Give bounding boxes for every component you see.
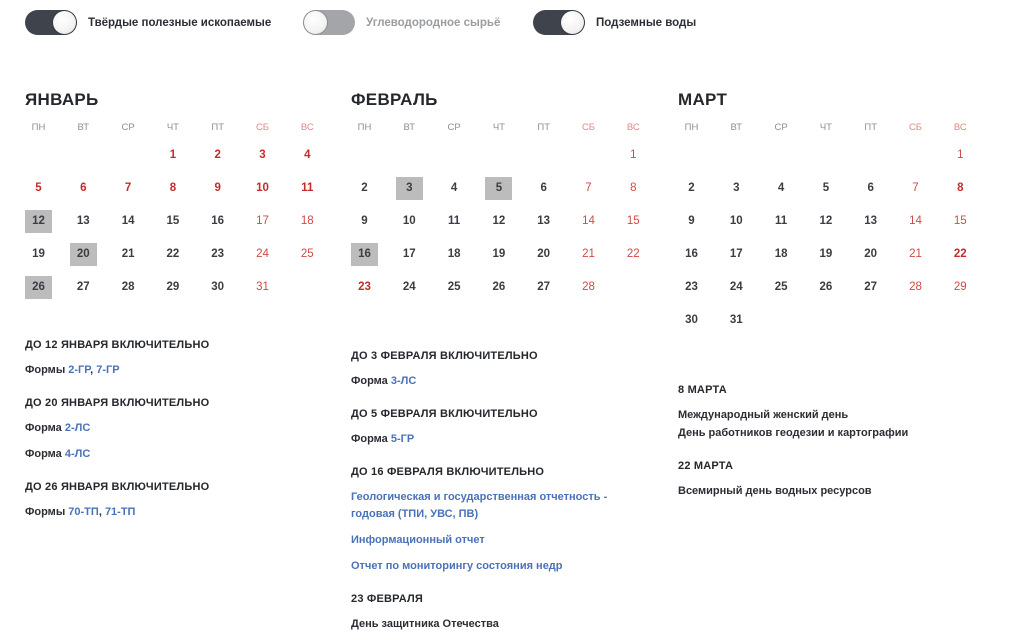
weekday-header: ПН [31, 122, 46, 133]
calendar-day[interactable]: 21 [121, 248, 135, 260]
toggle-switch[interactable] [303, 10, 355, 35]
form-link[interactable]: 2-ЛС [64, 422, 91, 434]
toggle-label: Подземные воды [596, 16, 697, 29]
month-february [351, 88, 666, 293]
calendar-day[interactable]: 25 [774, 281, 788, 293]
calendar-day[interactable]: 9 [214, 182, 221, 194]
calendar-day[interactable]: 25 [447, 281, 461, 293]
calendar-day[interactable]: 30 [211, 281, 225, 293]
calendar-day[interactable]: 20 [70, 243, 97, 266]
calendar-day[interactable]: 7 [585, 182, 592, 194]
calendar-day[interactable]: 3 [396, 177, 423, 200]
calendar-day[interactable]: 10 [729, 215, 743, 227]
calendar-day[interactable]: 22 [166, 248, 180, 260]
note-forms-line: Форма 4-ЛС [25, 448, 91, 460]
calendar-day[interactable]: 3 [259, 149, 266, 161]
weekday-header: ПТ [211, 122, 224, 133]
toggle-label: Твёрдые полезные ископаемые [88, 16, 272, 29]
calendar-day[interactable]: 27 [864, 281, 878, 293]
toggle-switch[interactable] [533, 10, 585, 35]
weekday-header: ПН [357, 122, 372, 133]
weekday-header: СР [121, 122, 135, 133]
calendar-day[interactable]: 17 [256, 215, 269, 227]
note-forms-line [351, 532, 636, 549]
weekday-header: ВС [953, 122, 967, 133]
calendar-day[interactable]: 14 [909, 215, 922, 227]
calendar-day[interactable]: 24 [402, 281, 416, 293]
toggle-knob [561, 11, 584, 34]
calendar-day[interactable]: 1 [169, 149, 177, 161]
calendar-day[interactable]: 16 [211, 215, 225, 227]
note-text: Всемирный день водных ресурсов [678, 485, 872, 497]
calendar-day[interactable]: 15 [166, 215, 180, 227]
calendar-day[interactable]: 29 [166, 281, 180, 293]
calendar-day[interactable]: 22 [626, 248, 640, 260]
note-forms-line: Форма 2-ЛС [25, 422, 91, 434]
calendar-day[interactable]: 4 [777, 182, 785, 194]
calendar-day[interactable]: 10 [402, 215, 416, 227]
note-forms-line: Формы 2-ГР, 7-ГР [25, 364, 120, 376]
calendar-day[interactable]: 23 [211, 248, 225, 260]
weekday-header: СБ [581, 122, 596, 133]
weekday-header: ПТ [864, 122, 877, 133]
calendar-day[interactable]: 7 [912, 182, 919, 194]
calendar-day[interactable]: 1 [630, 149, 637, 161]
toggle-hydrocarbons[interactable] [303, 9, 500, 36]
form-link[interactable]: 3-ЛС [390, 375, 417, 387]
form-link[interactable]: 71-ТП [104, 506, 136, 518]
toggle-groundwater[interactable] [533, 9, 696, 36]
calendar-day[interactable]: 31 [256, 281, 269, 293]
weekday-header: ВС [626, 122, 640, 133]
calendar-day[interactable]: 23 [685, 281, 698, 293]
calendar-day[interactable]: 19 [492, 248, 506, 260]
toggle-label: Углеводородное сырьё [366, 16, 501, 29]
calendar-day[interactable]: 15 [626, 215, 640, 227]
calendar-day[interactable]: 18 [300, 215, 314, 227]
note-heading: ДО 26 ЯНВАРЯ ВКЛЮЧИТЕЛЬНО [25, 481, 210, 493]
weekday-header: ВТ [403, 122, 416, 133]
calendar-day[interactable]: 13 [537, 215, 551, 227]
calendar-day[interactable]: 1 [957, 149, 964, 161]
note-heading: ДО 16 ФЕВРАЛЯ ВКЛЮЧИТЕЛЬНО [351, 466, 545, 478]
form-link[interactable]: Отчет по мониторингу состояния недр [351, 560, 563, 572]
weekday-header: ВТ [77, 122, 90, 133]
calendar-day[interactable]: 20 [864, 248, 878, 260]
note-text: День защитника Отечества [351, 618, 499, 630]
calendar-day[interactable]: 21 [582, 248, 595, 260]
month-title: МАРТ [678, 90, 728, 109]
calendar-day[interactable]: 15 [953, 215, 967, 227]
calendar-day[interactable]: 27 [76, 281, 90, 293]
weekday-header: ПН [684, 122, 699, 133]
note-heading: ДО 5 ФЕВРАЛЯ ВКЛЮЧИТЕЛЬНО [351, 408, 538, 420]
calendar-day[interactable]: 4 [304, 149, 311, 161]
calendar-day[interactable]: 26 [25, 276, 52, 299]
month-title: ФЕВРАЛЬ [351, 90, 438, 109]
form-link[interactable]: 4-ЛС [64, 448, 91, 460]
note-heading: 8 МАРТА [678, 384, 727, 396]
calendar-day[interactable]: 5 [485, 177, 512, 200]
note-forms-line [351, 558, 636, 575]
calendar-day[interactable]: 31 [729, 314, 743, 326]
toggle-solid-minerals[interactable] [25, 9, 271, 36]
calendar-day[interactable]: 10 [256, 182, 269, 194]
calendar-day[interactable]: 27 [537, 281, 551, 293]
calendar-day[interactable]: 13 [76, 215, 90, 227]
calendar-day[interactable]: 18 [774, 248, 788, 260]
calendar-day[interactable]: 16 [351, 243, 378, 266]
calendar-day[interactable]: 22 [953, 248, 967, 260]
weekday-header: ВС [300, 122, 314, 133]
calendar-day[interactable]: 6 [80, 182, 87, 194]
note-forms-line: Форма 3-ЛС [351, 375, 417, 387]
form-link[interactable]: Геологическая и государственная отчетность - годовая (ТПИ, УВС, ПВ) [351, 491, 608, 520]
calendar-day[interactable]: 28 [121, 281, 135, 293]
weekday-header: СБ [255, 122, 270, 133]
note-heading: ДО 12 ЯНВАРЯ ВКЛЮЧИТЕЛЬНО [25, 339, 210, 351]
calendar-day[interactable]: 2 [361, 182, 368, 194]
note-text: Международный женский день [678, 409, 849, 421]
calendar-day[interactable]: 24 [729, 281, 743, 293]
calendar-day[interactable]: 23 [358, 281, 371, 293]
calendar-day[interactable]: 17 [729, 248, 743, 260]
month-march [678, 88, 993, 326]
calendar-day[interactable]: 3 [733, 182, 740, 194]
form-link[interactable]: 70-ТП [68, 506, 99, 518]
calendar-day[interactable]: 14 [121, 215, 135, 227]
calendar-day[interactable]: 19 [819, 248, 833, 260]
weekday-header: СБ [908, 122, 923, 133]
calendar-day[interactable]: 12 [819, 215, 833, 227]
calendar-day[interactable]: 18 [447, 248, 461, 260]
form-link[interactable]: 2-ГР [68, 364, 91, 376]
calendar-day[interactable]: 21 [909, 248, 922, 260]
calendar-day[interactable]: 6 [540, 182, 547, 194]
calendar-day[interactable]: 29 [953, 281, 967, 293]
calendar-day[interactable]: 20 [537, 248, 551, 260]
weekday-header: ПТ [537, 122, 550, 133]
calendar-day[interactable]: 5 [822, 182, 830, 194]
weekday-header: ЧТ [166, 122, 179, 133]
calendar-day[interactable]: 24 [256, 248, 269, 260]
calendar-day[interactable]: 9 [688, 215, 695, 227]
calendar-day[interactable]: 19 [32, 248, 45, 260]
weekday-header: ЧТ [492, 122, 505, 133]
weekday-header: СР [774, 122, 788, 133]
toggle-switch[interactable] [25, 10, 77, 35]
month-title: ЯНВАРЬ [25, 90, 99, 109]
note-heading: 23 ФЕВРАЛЯ [351, 593, 424, 605]
calendar-day[interactable]: 11 [448, 215, 461, 227]
calendar-day[interactable]: 6 [867, 182, 874, 194]
note-forms-line: Форма 5-ГР [351, 433, 415, 445]
note-heading: ДО 20 ЯНВАРЯ ВКЛЮЧИТЕЛЬНО [25, 397, 210, 409]
note-text: День работников геодезии и картографии [678, 427, 909, 439]
calendar-day[interactable]: 7 [124, 182, 132, 194]
calendar-day[interactable]: 13 [864, 215, 878, 227]
calendar-day[interactable]: 8 [169, 182, 177, 194]
calendar-day[interactable]: 28 [909, 281, 922, 293]
note-forms-line: Формы 70-ТП, 71-ТП [25, 506, 136, 518]
weekday-header: ЧТ [819, 122, 832, 133]
calendar-day[interactable]: 16 [685, 248, 698, 260]
toggle-knob [304, 11, 327, 34]
form-link[interactable]: 7-ГР [96, 364, 120, 376]
calendar-day[interactable]: 5 [35, 182, 42, 194]
toggle-knob [53, 11, 76, 34]
calendar-day[interactable]: 9 [361, 215, 368, 227]
month-january [25, 88, 340, 293]
calendar-day[interactable]: 8 [630, 182, 637, 194]
calendar-day[interactable]: 2 [214, 149, 221, 161]
note-heading: 22 МАРТА [678, 460, 734, 472]
note-heading: ДО 3 ФЕВРАЛЯ ВКЛЮЧИТЕЛЬНО [351, 350, 538, 362]
calendar-day[interactable]: 26 [492, 281, 506, 293]
calendar-day[interactable]: 26 [819, 281, 833, 293]
calendar-day[interactable]: 8 [957, 182, 964, 194]
calendar-day[interactable]: 11 [301, 182, 314, 194]
calendar-day[interactable]: 30 [685, 314, 698, 326]
calendar-day[interactable]: 11 [775, 215, 788, 227]
calendar-day[interactable]: 25 [300, 248, 314, 260]
calendar-day[interactable]: 12 [25, 210, 52, 233]
form-link[interactable]: Информационный отчет [351, 534, 485, 546]
form-link[interactable]: 5-ГР [390, 433, 415, 445]
weekday-header: СР [447, 122, 461, 133]
calendar-day[interactable]: 12 [492, 215, 506, 227]
calendar-day[interactable]: 14 [582, 215, 595, 227]
calendar-day[interactable]: 28 [582, 281, 595, 293]
note-forms-line [351, 489, 636, 523]
weekday-header: ВТ [730, 122, 743, 133]
calendar-day[interactable]: 2 [688, 182, 695, 194]
calendar-day[interactable]: 17 [402, 248, 416, 260]
calendar-day[interactable]: 4 [450, 182, 458, 194]
